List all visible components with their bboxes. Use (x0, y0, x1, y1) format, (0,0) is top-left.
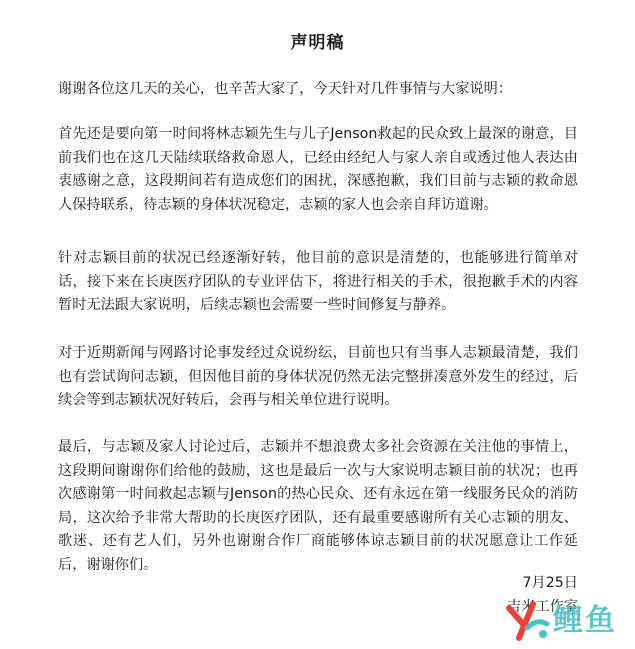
paragraph-closing: 最后，与志颖及家人讨论过后，志颖并不想浪费太多社会资源在关注他的事情上，这段期间谢谢你们给他的鼓励，这也是最后一次与大家说明志颖目前的状况；也再次感谢第一时间救起志颖与Jenson的热心民众、还有永远在第一线服务民众的消防局，这次给予非常大帮助的长庚医疗团队，还有最重要感谢所有关心志颖的朋友、歌迷、还有艺人们，另外也谢谢合作厂商能够体谅志颖目前的状况愿意让工作延后，谢谢你们。 (58, 439, 578, 573)
document-title: 声明稿 (290, 33, 345, 53)
paragraph-greeting: 谢谢各位这几天的关心，也辛苦大家了，今天针对几件事情与大家说明： (58, 81, 513, 97)
watermark-text: 鲤鱼 (553, 603, 617, 638)
paragraph-accident: 对于近期新闻与网路讨论事发经过众说纷纭，目前也只有当事人志颖最清楚，我们也有尝试询问志颖，但因他目前的身体状况仍然无法完整拼凑意外发生的经过，后续会等到志颖状况好转后，会再与相关单位进行说明。 (58, 345, 578, 408)
paragraph-thanks-rescuers: 首先还是要向第一时间将林志颖先生与儿子Jenson救起的民众致上最深的谢意，目前我们也在这几天陆续联络救命恩人，已经由经纪人与家人亲自或透过他人表达由衷感谢之意，这段期间若有造成您们的困扰，深感抱歉，我们目前与志颖的救命恩人保持联系，待志颖的身体状况稳定，志颖的家人也会亲自拜访道谢。 (58, 126, 578, 213)
statement-date: 7月25日 (522, 575, 578, 591)
paragraph-condition: 针对志颖目前的状况已经逐渐好转，他目前的意识是清楚的，也能够进行简单对话，接下来在长庚医疗团队的专业评估下，将进行相关的手术，很抱歉手术的内容暂时无法跟大家说明，后续志颖也会需要一些时间修复与静养。 (58, 250, 578, 313)
watermark-logo (503, 597, 617, 645)
logo-mark-icon (503, 598, 551, 644)
studio-signature: 吉米工作室 (507, 599, 578, 615)
